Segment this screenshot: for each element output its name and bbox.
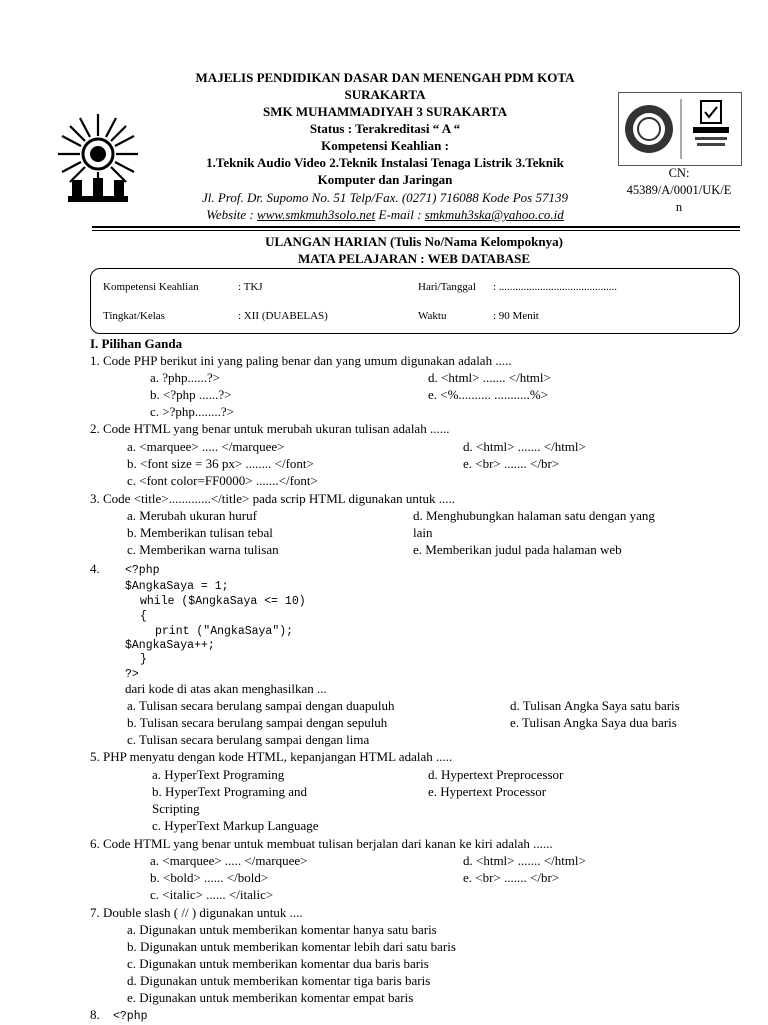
cert-number-2: 45389/A/0001/UK/E bbox=[626, 183, 732, 197]
q5-option-e: e. Hypertext Processor bbox=[428, 784, 547, 799]
class-value: : XII (DUABELAS) bbox=[238, 310, 328, 322]
q3-text: 3. Code <title>.............</title> pada scrip HTML digunakan untuk ..... bbox=[90, 491, 455, 506]
q2-text: 2. Code HTML yang benar untuk merubah ukuran tulisan adalah ...... bbox=[90, 421, 450, 436]
header-divider bbox=[92, 226, 740, 228]
header-line1: MAJELIS PENDIDIKAN DASAR DAN MENENGAH PDM KOTA bbox=[195, 70, 575, 85]
section-heading: I. Pilihan Ganda bbox=[90, 336, 183, 351]
q8-code-line1: <?php bbox=[113, 1010, 148, 1023]
q1-option-d: d. <html> ....... </html> bbox=[428, 370, 551, 385]
q4-option-a: a. Tulisan secara berulang sampai dengan duapuluh bbox=[127, 698, 395, 713]
q7-option-b: b. Digunakan untuk memberikan komentar lebih dari satu baris bbox=[127, 939, 456, 954]
q5-option-c: c. HyperText Markup Language bbox=[152, 818, 319, 833]
q1-option-e: e. <%.......... ...........%> bbox=[428, 387, 549, 402]
website-link[interactable]: www.smkmuh3solo.net bbox=[257, 207, 376, 222]
cert-number-3: n bbox=[675, 200, 683, 214]
q6-text: 6. Code HTML yang benar untuk membuat tulisan berjalan dari kanan ke kiri adalah ...... bbox=[90, 836, 553, 851]
time-value: : 90 Menit bbox=[493, 310, 539, 322]
q4-code-line7: } bbox=[140, 653, 147, 666]
q1-option-b: b. <?php ......?> bbox=[150, 387, 232, 402]
q6-option-d: d. <html> ....... </html> bbox=[463, 853, 586, 868]
school-logo bbox=[50, 106, 146, 206]
q7-text: 7. Double slash ( // ) digunakan untuk .... bbox=[90, 905, 303, 920]
q5-option-d: d. Hypertext Preprocessor bbox=[428, 767, 564, 782]
email-link[interactable]: smkmuh3ska@yahoo.co.id bbox=[424, 207, 564, 222]
contact-line: Website : www.smkmuh3solo.net E-mail : smkmuh3ska@yahoo.co.id bbox=[206, 207, 564, 222]
q7-option-e: e. Digunakan untuk memberikan komentar empat baris bbox=[127, 990, 414, 1005]
q6-option-e: e. <br> ....... </br> bbox=[463, 870, 560, 885]
q4-option-d: d. Tulisan Angka Saya satu baris bbox=[510, 698, 680, 713]
q2-option-b: b. <font size = 36 px> ........ </font> bbox=[127, 456, 314, 471]
q7-option-c: c. Digunakan untuk memberikan komentar dua baris baris bbox=[127, 956, 429, 971]
date-label: Hari/Tanggal bbox=[418, 281, 476, 293]
q5-option-b-cont: Scripting bbox=[152, 801, 200, 816]
q3-option-b: b. Memberikan tulisan tebal bbox=[127, 525, 273, 540]
q2-option-d: d. <html> ....... </html> bbox=[463, 439, 586, 454]
q3-option-d: d. Menghubungkan halaman satu dengan yang bbox=[413, 508, 655, 523]
q1-option-c: c. >?php........?> bbox=[150, 404, 234, 419]
kompetensi-label: Kompetensi Keahlian bbox=[103, 281, 199, 293]
kompetensi-value: : TKJ bbox=[238, 281, 263, 293]
q4-option-c: c. Tulisan secara berulang sampai dengan lima bbox=[127, 732, 370, 747]
q4-code-line5: print ("AngkaSaya"); bbox=[155, 625, 294, 638]
class-label: Tingkat/Kelas bbox=[103, 310, 165, 322]
exam-title: ULANGAN HARIAN (Tulis No/Nama Kelompoknya) bbox=[265, 234, 563, 249]
q2-option-a: a. <marquee> ..... </marquee> bbox=[127, 439, 285, 454]
q5-option-b: b. HyperText Programing and bbox=[152, 784, 308, 799]
q3-option-a: a. Merubah ukuran huruf bbox=[127, 508, 257, 523]
q4-code-line2: $AngkaSaya = 1; bbox=[125, 580, 229, 593]
cert-number-1: CN: bbox=[668, 166, 690, 180]
kompetensi-heading: Kompetensi Keahlian : bbox=[321, 138, 449, 153]
q4-code-line3: while ($AngkaSaya <= 10) bbox=[140, 595, 306, 608]
q1-text: 1. Code PHP berikut ini yang paling benar dan yang umum digunakan adalah ..... bbox=[90, 353, 512, 368]
address: Jl. Prof. Dr. Supomo No. 51 Telp/Fax. (0271) 716088 Kode Pos 57139 bbox=[202, 190, 568, 205]
q3-option-d-cont: lain bbox=[413, 525, 433, 540]
school-name: SMK MUHAMMADIYAH 3 SURAKARTA bbox=[262, 104, 507, 119]
q5-option-a: a. HyperText Programing bbox=[152, 767, 285, 782]
header-line2: SURAKARTA bbox=[344, 87, 426, 102]
q3-option-c: c. Memberikan warna tulisan bbox=[127, 542, 279, 557]
q1-option-a: a. ?php......?> bbox=[150, 370, 221, 385]
header-divider-thin bbox=[92, 230, 740, 231]
q8-number: 8. bbox=[90, 1007, 100, 1022]
time-label: Waktu bbox=[418, 310, 447, 322]
exam-info-box bbox=[90, 268, 740, 334]
q4-code-line1: <?php bbox=[125, 564, 160, 577]
q4-code-line8: ?> bbox=[125, 668, 139, 681]
q4-code-line4: { bbox=[140, 610, 147, 623]
q4-option-e: e. Tulisan Angka Saya dua baris bbox=[510, 715, 677, 730]
iso-cert-badge bbox=[618, 92, 742, 166]
q3-option-e: e. Memberikan judul pada halaman web bbox=[413, 542, 622, 557]
programs-line2: Komputer dan Jaringan bbox=[317, 172, 453, 187]
q7-option-a: a. Digunakan untuk memberikan komentar hanya satu baris bbox=[127, 922, 437, 937]
q7-option-d: d. Digunakan untuk memberikan komentar tiga baris baris bbox=[127, 973, 431, 988]
date-value: : ........................................... bbox=[493, 281, 618, 293]
q2-option-c: c. <font color=FF0000> .......</font> bbox=[127, 473, 318, 488]
q4-code-line6: $AngkaSaya++; bbox=[125, 639, 215, 652]
q6-option-b: b. <bold> ...... </bold> bbox=[150, 870, 269, 885]
q6-option-c: c. <italic> ...... </italic> bbox=[150, 887, 274, 902]
q4-option-b: b. Tulisan secara berulang sampai dengan sepuluh bbox=[127, 715, 388, 730]
q6-option-a: a. <marquee> ..... </marquee> bbox=[150, 853, 308, 868]
accreditation-status: Status : Terakreditasi “ A “ bbox=[309, 121, 461, 136]
programs-line1: 1.Teknik Audio Video 2.Teknik Instalasi Tenaga Listrik 3.Teknik bbox=[206, 155, 564, 170]
q5-text: 5. PHP menyatu dengan kode HTML, kepanjangan HTML adalah ..... bbox=[90, 749, 453, 764]
q4-number: 4. bbox=[90, 561, 100, 576]
subject-title: MATA PELAJARAN : WEB DATABASE bbox=[297, 251, 531, 266]
q2-option-e: e. <br> ....... </br> bbox=[463, 456, 560, 471]
q4-text: dari kode di atas akan menghasilkan ... bbox=[125, 681, 327, 696]
